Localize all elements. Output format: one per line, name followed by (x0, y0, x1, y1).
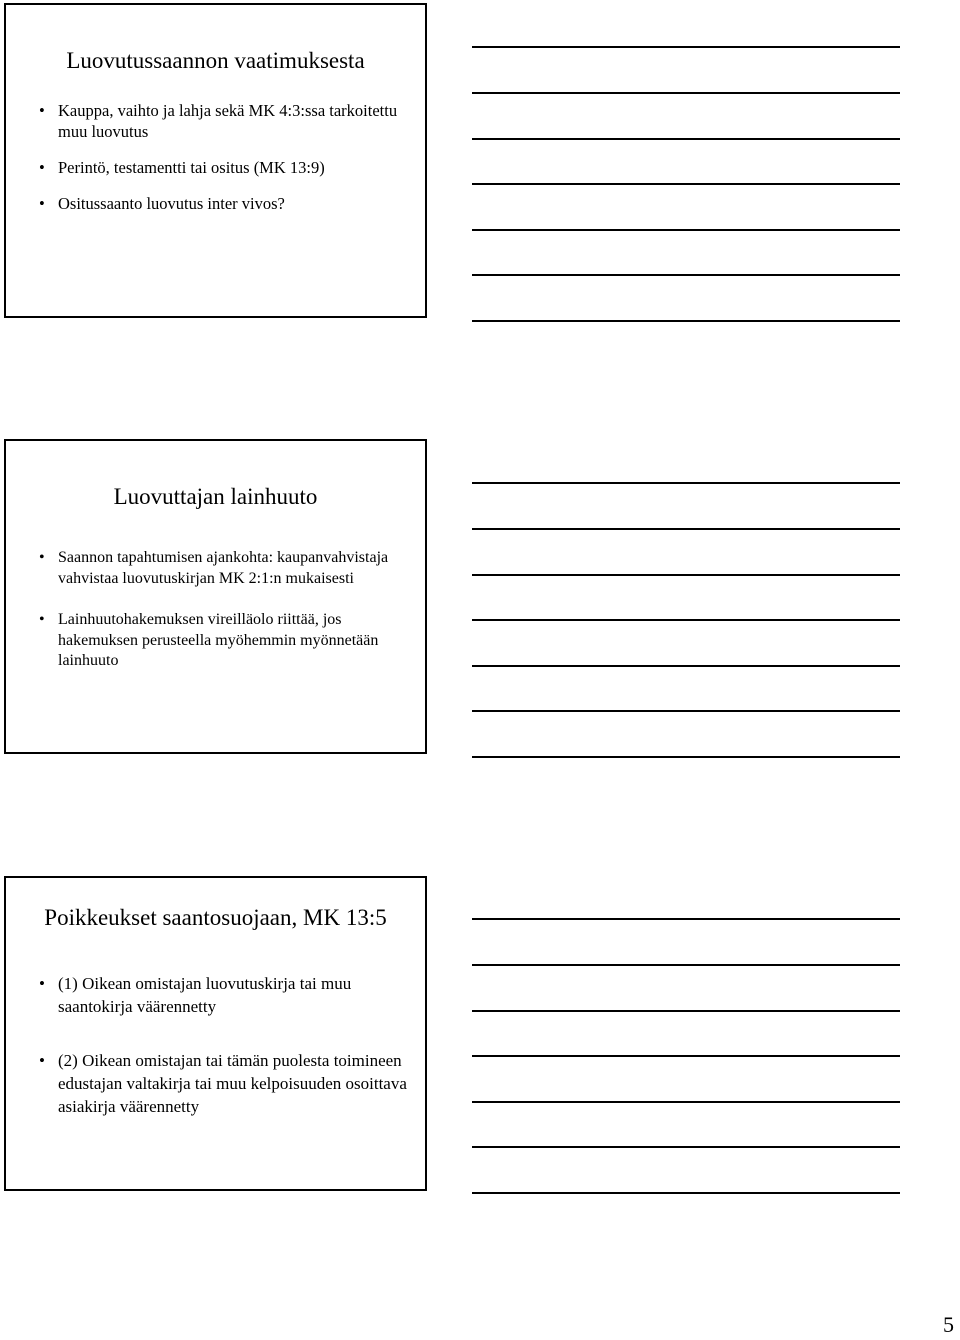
note-line (472, 320, 900, 322)
note-line (472, 1055, 900, 1057)
bullet-text: (1) Oikean omistajan luovutuskirja tai muu saantokirja väärennetty (58, 974, 352, 1016)
bullet-item (30, 972, 415, 1018)
note-line (472, 528, 900, 530)
slide-title: Luovuttajan lainhuuto (113, 484, 318, 509)
note-line (472, 964, 900, 966)
bullet-text: Saannon tapahtumisen ajankohta: kaupanvahvistaja vahvistaa luovutuskirjan MK 2:1:n mukaisesti (58, 549, 389, 587)
note-line (472, 665, 900, 667)
bullet-text: Perintö, testamentti tai ositus (MK 13:9) (58, 158, 325, 177)
slide-title: Luovutussaannon vaatimuksesta (66, 48, 365, 73)
bullet-text: Kauppa, vaihto ja lahja sekä MK 4:3:ssa tarkoitettu muu luovutus (58, 101, 398, 141)
note-line (472, 1146, 900, 1148)
bullet-item (30, 548, 415, 589)
bullet-dot-icon: • (39, 611, 45, 628)
page-number: 5 (943, 1312, 954, 1337)
note-line (472, 92, 900, 94)
bullet-dot-icon: • (39, 158, 45, 177)
bullet-text: (2) Oikean omistajan tai tämän puolesta toimineen edustajan valtakirja tai muu kelpoisuuden osoittava asiakirja väärennetty (58, 1051, 407, 1116)
note-line (472, 918, 900, 920)
slide-title: Poikkeukset saantosuojaan, MK 13:5 (44, 905, 387, 930)
slide-2 (4, 439, 427, 754)
slide-1 (4, 3, 427, 318)
bullet-dot-icon: • (39, 1051, 45, 1070)
note-line (472, 1192, 900, 1194)
note-line (472, 46, 900, 48)
note-line (472, 229, 900, 231)
note-line (472, 710, 900, 712)
bullet-dot-icon: • (39, 194, 45, 213)
bullet-list (30, 548, 415, 672)
bullet-dot-icon: • (39, 549, 45, 566)
note-line (472, 619, 900, 621)
note-line (472, 274, 900, 276)
bullet-text: Lainhuutohakemuksen vireilläolo riittää, jos hakemuksen perusteella myöhemmin myönnetään lainhuuto (58, 611, 379, 669)
bullet-item (30, 1049, 415, 1118)
note-line (472, 1010, 900, 1012)
note-line (472, 1101, 900, 1103)
note-line (472, 574, 900, 576)
bullet-text: Ositussaanto luovutus inter vivos? (58, 194, 285, 213)
bullet-list (30, 972, 415, 1118)
bullet-list (30, 100, 415, 214)
bullet-item (30, 610, 415, 672)
note-line (472, 756, 900, 758)
note-line (472, 138, 900, 140)
bullet-dot-icon: • (39, 974, 45, 993)
slide-3 (4, 876, 427, 1191)
bullet-item (30, 100, 415, 142)
bullet-item (30, 157, 415, 178)
note-line (472, 183, 900, 185)
bullet-dot-icon: • (39, 101, 45, 120)
bullet-item (30, 193, 415, 214)
note-line (472, 482, 900, 484)
